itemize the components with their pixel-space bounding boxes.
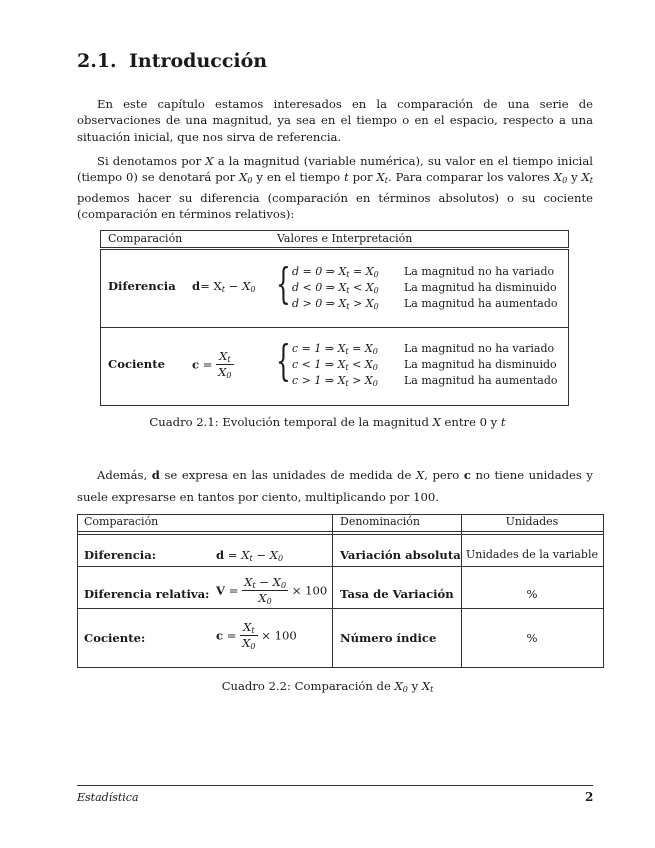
table2-line-header	[77, 531, 604, 532]
table2-row2-units: %	[526, 587, 538, 601]
table2-row1-denom: Variación absoluta	[340, 548, 461, 562]
table2-header-comparacion: Comparación	[84, 515, 159, 528]
table1-row-diferencia-label: Diferencia	[108, 279, 176, 293]
table2-row3-label: Cociente:	[84, 631, 146, 645]
table1-row-divider	[100, 327, 569, 328]
table1-row-diferencia-formula: $d= X_t - X_0$	[192, 279, 256, 294]
section-heading	[77, 50, 267, 72]
table1-header	[100, 230, 569, 248]
paragraph-3-text: Además, d se expresa en las unidades de medida de X, pero c no tiene unidades y suele expresarse en tantos por ciento, multiplicando por 100.	[77, 468, 593, 504]
footer-page-number: 2	[585, 790, 594, 804]
paragraph-units	[77, 464, 593, 508]
table2-line-row2	[77, 608, 604, 609]
table2-line-header-double	[77, 534, 604, 535]
table2-header-denominacion: Denominación	[340, 515, 421, 528]
table2-row3-units: %	[526, 631, 538, 645]
section-title: Introducción	[129, 50, 268, 72]
table1-case-diferencia-3: d > 0 ⇒ $X_t > X_0$ La magnitud ha aumentado	[292, 297, 558, 311]
table1-case-cociente-3: c > 1 ⇒ $X_t > X_0$ La magnitud ha aumentado	[292, 374, 558, 388]
table1-row-cociente-label: Cociente	[108, 357, 165, 371]
table1-caption: Cuadro 2.1: Evolución temporal de la magnitud X entre 0 y t	[149, 415, 506, 429]
table2-row2-label: Diferencia relativa:	[84, 587, 210, 601]
paragraph-1-text: En este capítulo estamos interesados en la comparación de una serie de observaciones de una magnitud, ya sea en el tiempo o en el espacio, respecto a una situación inicial, que nos sirva de referencia.	[77, 97, 593, 144]
table2-row3-formula: c = $\frac{X_t}{X_0}$ × 100	[216, 620, 297, 651]
paragraph-intro	[77, 96, 593, 145]
table2-row2-denom: Tasa de Variación	[340, 587, 454, 601]
table2-row1-units: Unidades de la variable	[466, 548, 598, 561]
table1-case-cociente-2: c < 1 ⇒ $X_t < X_0$ La magnitud ha disminuido	[292, 358, 557, 372]
table2-line-bottom	[77, 667, 604, 668]
table2-header-unidades: Unidades	[505, 515, 559, 528]
table1-header-comparacion: Comparación	[108, 232, 183, 245]
table2-line-right	[603, 514, 604, 667]
table1-case-diferencia-1: d = 0 ⇒ $X_t = X_0$ La magnitud no ha variado	[292, 265, 555, 279]
table2-line-row1	[77, 566, 604, 567]
table1-row-cociente-formula: c = $\frac{X_t}{X_0}$	[192, 349, 232, 380]
section-number: 2.1.	[77, 50, 117, 72]
table1-brace-cociente: {	[276, 336, 291, 385]
table1-brace-diferencia: {	[276, 259, 291, 308]
footer-rule	[77, 785, 593, 786]
footer-running-title: Estadística	[77, 791, 139, 804]
table2-caption: Cuadro 2.2: Comparación de $X_0$ y $X_t$	[221, 679, 434, 694]
table2-row1-formula: $d = X_t - X_0$	[216, 548, 284, 563]
paragraph-notation	[77, 153, 593, 223]
table1-case-diferencia-2: d < 0 ⇒ $X_t < X_0$ La magnitud ha disminuido	[292, 281, 557, 295]
table2-row1-label: Diferencia:	[84, 548, 156, 562]
table2-line-left	[77, 514, 78, 667]
table1-header-valores: Valores e Interpretación	[277, 232, 413, 245]
paragraph-2-text: Si denotamos por X a la magnitud (variable numérica), su valor en el tiempo inicial (tiempo 0) se denotará por $X_0$ y en el tiempo t por $X_t$. Para comparar los valores $X_0$ y $X_t$ podemos hacer su diferencia (comparación en términos absolutos) o su cociente (comparación en términos relativos):	[77, 154, 594, 222]
table2-row3-denom: Número índice	[340, 631, 437, 645]
table2-line-mid1	[332, 514, 333, 667]
table2-row2-formula: V = $\frac{X_t - X_0}{X_0}$ × 100	[216, 575, 328, 606]
table1-case-cociente-1: c = 1 ⇒ $X_t = X_0$ La magnitud no ha variado	[292, 342, 555, 356]
